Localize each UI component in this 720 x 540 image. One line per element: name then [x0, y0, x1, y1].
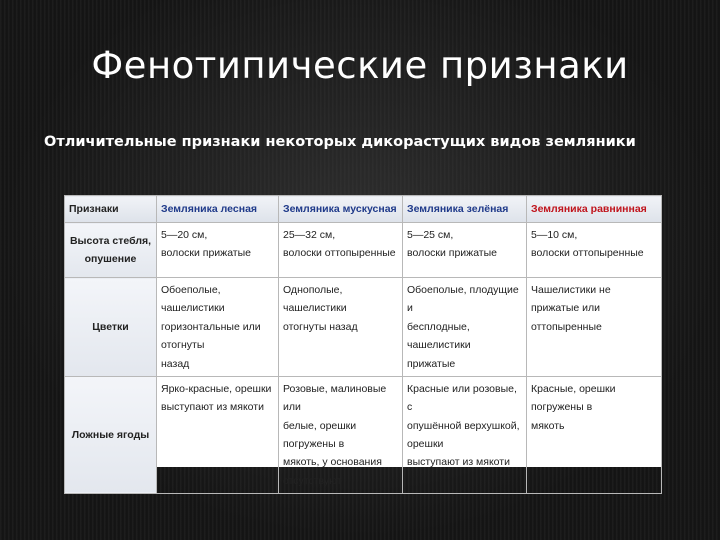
- header-cell-green-strawberry: Земляника зелёная: [403, 196, 527, 223]
- table-row: [65, 223, 662, 278]
- row-header-cell: Высота стебля, опушение: [65, 223, 157, 278]
- table-cell: [403, 376, 527, 493]
- cell-line: Обоеполые, плодущие и: [407, 284, 519, 315]
- table-cell: [527, 278, 662, 377]
- table-cell: [527, 223, 662, 278]
- cell-line: волоски прижатые: [161, 247, 251, 260]
- cell-line: прижатые: [407, 357, 456, 370]
- table-header-row: [65, 196, 662, 223]
- cell-line: 5—25 см,: [407, 229, 454, 241]
- table-caption: Отличительные признаки некоторых дикорастущих видов земляники: [44, 134, 636, 150]
- cell-line: 5—20 см,: [161, 229, 208, 241]
- table-cell: [157, 223, 279, 278]
- table-cell: [527, 376, 662, 493]
- cell-line: белые, орешки погружены в: [283, 419, 357, 450]
- cell-line: отогнуты назад: [283, 320, 358, 333]
- cell-line: Обоеполые, чашелистики: [161, 284, 225, 315]
- cell-line: волоски оттопыренные: [283, 247, 396, 260]
- table-cell: [403, 223, 527, 278]
- cell-line: Красные или розовые, с: [407, 382, 517, 414]
- cell-line: волоски прижатые: [407, 247, 497, 260]
- table-cell: [279, 223, 403, 278]
- cell-line: оттопыренные: [531, 320, 602, 333]
- cell-line: 25—32 см,: [283, 229, 336, 241]
- cell-line: мякоть, у основания: [283, 456, 382, 469]
- cell-line: Розовые, малиновые или: [283, 382, 387, 414]
- header-cell-wild-strawberry: Земляника лесная: [157, 196, 279, 223]
- table-cell: [157, 376, 279, 493]
- cell-line: горизонтальные или отогнуты: [161, 320, 261, 352]
- header-cell-musk-strawberry: Земляника мускусная: [279, 196, 403, 223]
- cell-line: опушённой верхушкой, орешки: [407, 419, 520, 450]
- slide-title: Фенотипические признаки: [91, 44, 629, 87]
- cell-line: отсутствуют: [283, 474, 342, 487]
- cell-line: выступают из мякоти: [407, 456, 510, 469]
- row-header-cell: Ложные ягоды: [65, 376, 157, 493]
- cell-line: Красные, орешки погружены в: [531, 382, 616, 414]
- cell-line: Ярко-красные, орешки: [161, 382, 272, 395]
- header-cell-plain-strawberry: Земляника равнинная: [527, 196, 662, 223]
- cell-line: выступают из мякоти: [161, 401, 264, 414]
- cell-line: Чашелистики не прижатые или: [531, 284, 611, 315]
- cell-line: 5—10 см,: [531, 229, 578, 241]
- cell-line: назад: [161, 357, 190, 370]
- table-cell: [279, 278, 403, 377]
- cell-line: волоски оттопыренные: [531, 247, 644, 260]
- table-row: [65, 278, 662, 377]
- table-cell: [157, 278, 279, 377]
- table-cell: [279, 376, 403, 493]
- strawberry-comparison-table: [64, 195, 662, 494]
- table-row: [65, 376, 662, 493]
- comparison-table-image: [64, 195, 662, 487]
- table-cell: [403, 278, 527, 377]
- cell-line: Однополые, чашелистики: [283, 284, 347, 315]
- row-header-cell: Цветки: [65, 278, 157, 377]
- cell-line: мякоть: [531, 419, 565, 432]
- table-body: [65, 223, 662, 494]
- cell-line: бесплодные, чашелистики: [407, 320, 471, 352]
- header-cell-traits: Признаки: [65, 196, 157, 223]
